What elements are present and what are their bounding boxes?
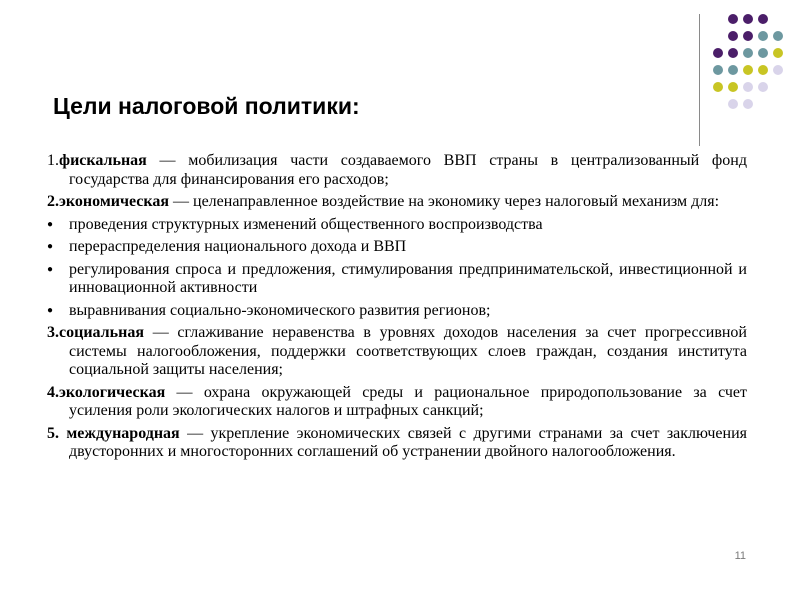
goal-economic	[47, 193, 747, 212]
sub-item-redistribution	[47, 238, 747, 257]
decorative-dot	[713, 65, 723, 75]
sub-item-text: регулирования спроса и предложения, стимулирования предпринимательской, инвестиционной и инновационной активности	[69, 260, 747, 296]
decorative-dot	[728, 48, 738, 58]
decorative-dot	[773, 31, 783, 41]
goal-name: международная	[66, 424, 180, 442]
decorative-dot	[728, 99, 738, 109]
decorative-dot	[743, 99, 753, 109]
bullet-icon: ●	[47, 304, 54, 316]
decorative-dot	[728, 82, 738, 92]
vertical-divider	[699, 14, 700, 146]
sub-item-text: проведения структурных изменений общественного воспроизводства	[69, 215, 543, 233]
sub-item-structural-changes	[47, 216, 747, 235]
goal-social	[47, 324, 747, 380]
decorative-dot	[713, 48, 723, 58]
decorative-dot	[743, 48, 753, 58]
goal-international	[47, 425, 747, 462]
page-number: 11	[734, 550, 746, 562]
sub-item-regulation	[47, 261, 747, 298]
bullet-icon: ●	[47, 241, 54, 252]
decorative-dot	[713, 82, 723, 92]
goal-name: фискальная	[59, 152, 147, 169]
goal-number: 2.	[47, 193, 59, 210]
decorative-dot	[743, 65, 753, 75]
decorative-dot	[758, 31, 768, 41]
decorative-dot	[743, 14, 753, 24]
goal-number: 3.	[47, 324, 59, 341]
decorative-dot	[758, 82, 768, 92]
sub-item-regional-equalization	[47, 302, 747, 321]
goal-fiscal	[47, 152, 747, 189]
decorative-dot	[773, 65, 783, 75]
decorative-dot	[758, 48, 768, 58]
decorative-dot	[728, 31, 738, 41]
goal-ecological	[47, 384, 747, 421]
decorative-dot	[758, 65, 768, 75]
decorative-dot	[743, 31, 753, 41]
sub-item-text: выравнивания социально-экономического развития регионов;	[69, 301, 491, 319]
goal-description: — целенаправленное воздействие на экономику через налоговый механизм для:	[169, 193, 720, 210]
goal-description: — охрана окружающей среды и рациональное природопользование за счет усиления роли экологических налогов и штрафных санкций;	[69, 383, 747, 419]
goal-number: 1.	[47, 152, 59, 169]
decorative-dot	[743, 82, 753, 92]
decorative-dot	[728, 14, 738, 24]
goal-number: 5.	[47, 424, 67, 442]
decorative-dot	[728, 65, 738, 75]
goal-description: — сглаживание неравенства в уровнях доходов населения за счет прогрессивной системы налогообложения, поддержки соответствующих слоев граждан, создания института социальной защиты населения;	[69, 324, 747, 378]
bullet-icon: ●	[47, 218, 54, 230]
decorative-dot	[773, 48, 783, 58]
goal-name: экономическая	[59, 193, 170, 210]
goal-name: экологическая	[59, 383, 166, 401]
sub-item-text: перераспределения национального дохода и ВВП	[69, 238, 407, 255]
goal-number: 4.	[47, 383, 59, 401]
bullet-icon: ●	[47, 263, 54, 275]
slide-body	[47, 152, 747, 466]
goal-description: — укрепление экономических связей с другими странами за счет заключения двусторонних и многосторонних соглашений об устранении двойного налогообложения.	[69, 424, 747, 460]
goal-name: социальная	[59, 324, 144, 341]
slide-title: Цели налоговой политики:	[53, 93, 360, 119]
decorative-dot	[758, 14, 768, 24]
goal-description: — мобилизация части создаваемого ВВП страны в централизованный фонд государства для финансирования его расходов;	[69, 152, 747, 188]
